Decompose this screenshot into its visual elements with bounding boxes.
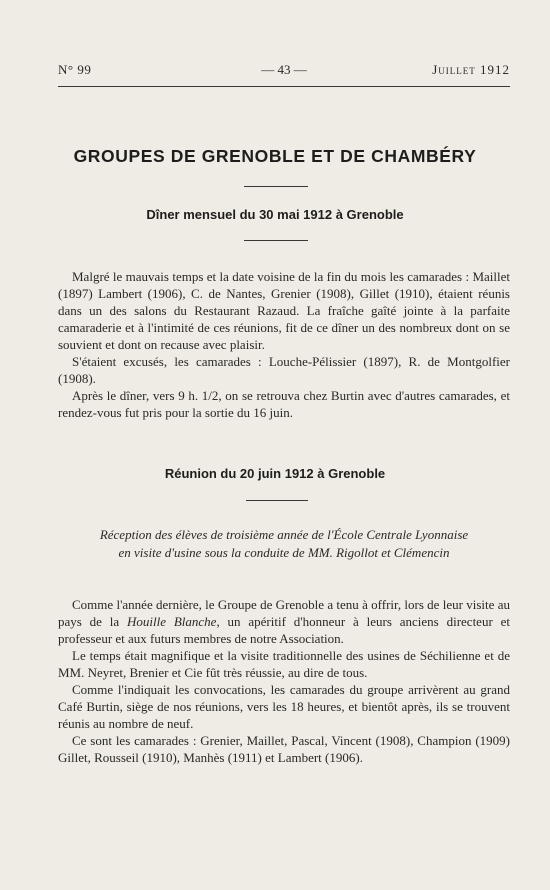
section2-heading: Réunion du 20 juin 1912 à Grenoble bbox=[164, 466, 386, 481]
p1-text-before: Comme l'année dernière, le Groupe de Grenoble a tenu à offrir, lors de leur visite au pays de la bbox=[58, 597, 510, 629]
section1-paragraph: S'étaient excusés, les camarades : Louche-Pélissier (1897), R. de Montgolfier (1908). bbox=[58, 354, 510, 386]
section1-body bbox=[58, 268, 510, 421]
running-header bbox=[58, 62, 510, 84]
p1-text-after: , un apéritif d'honneur à leurs anciens directeur et professeur et aux futurs membres de notre Association. bbox=[58, 614, 511, 646]
section2-paragraph: Ce sont les camarades : Grenier, Maillet, Pascal, Vincent (1908), Champion (1909) Gillet, Rousseil (1910), Manhès (1911) et Lambert (1906). bbox=[58, 733, 510, 765]
p1-italic-text: Houille Blanche bbox=[127, 614, 217, 629]
section1-divider bbox=[244, 240, 308, 241]
page-number: — 43 — bbox=[261, 62, 307, 77]
section1-heading: Dîner mensuel du 30 mai 1912 à Grenoble bbox=[146, 207, 404, 222]
section1-paragraph: Après le dîner, vers 9 h. 1/2, on se retrouva chez Burtin avec d'autres camarades, et rendez-vous fut pris pour la sortie du 16 juin. bbox=[58, 388, 510, 420]
section2-paragraph: Le temps était magnifique et la visite traditionnelle des usines de Séchilienne et de MM. Neyret, Brenier et Cie fût très réussie, au dire de tous. bbox=[58, 648, 510, 680]
issue-number: N° 99 bbox=[58, 62, 92, 77]
section2-divider bbox=[246, 500, 308, 501]
header-divider bbox=[58, 86, 510, 87]
page-title: GROUPES DE GRENOBLE ET DE CHAMBÉRY bbox=[73, 146, 477, 166]
section1-paragraph: Malgré le mauvais temps et la date voisine de la fin du mois les camarades : Maillet (1897) Lambert (1906), C. de Nantes, Grenier (1908), Gillet (1910), étaient réunis dans un des salons du Restaurant Razaud. La fraîche gaîté jointe à la parfaite camaraderie et à l'intimité de ces réunions, fit de ce dîner un des nombreux dont on se souvient et dont on recause avec plaisir. bbox=[58, 269, 510, 352]
section2-intro-line1: Réception des élèves de troisième année de l'École Centrale Lyonnaise bbox=[99, 527, 469, 542]
section2-paragraph: Comme l'indiquait les convocations, les camarades du groupe arrivèrent au grand Café Burtin, siège de nos réunions, vers les 18 heures, et bientôt après, ils se trouvent réunis au nombre de neuf. bbox=[58, 682, 510, 731]
issue-date: Juillet 1912 bbox=[432, 62, 510, 77]
section2-paragraph bbox=[58, 596, 510, 647]
section2-intro-line2: en visite d'usine sous la conduite de MM. Rigollot et Clémencin bbox=[118, 545, 450, 560]
section2-body bbox=[58, 596, 510, 766]
title-divider bbox=[244, 186, 308, 187]
section2-intro bbox=[58, 526, 510, 562]
